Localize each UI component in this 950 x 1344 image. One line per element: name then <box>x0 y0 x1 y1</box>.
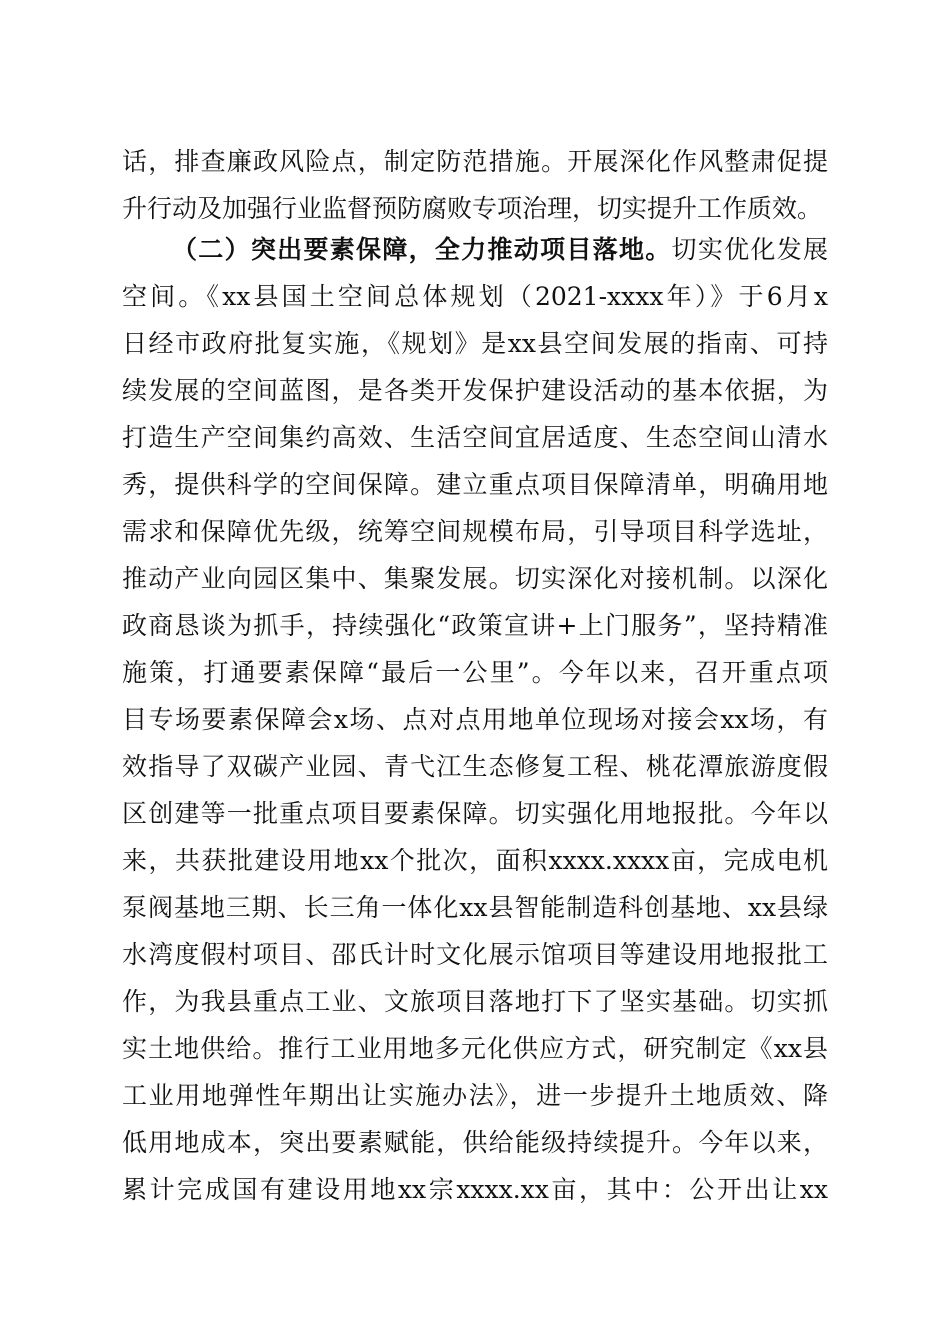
text-line: 区创建等一批重点项目要素保障。切实强化用地报批。今年以 <box>122 799 828 828</box>
text-line: 政商恳谈为抓手，持续强化“政策宣讲+上门服务”，坚持精准 <box>122 611 828 640</box>
text-line: 空间。《xx县国土空间总体规划（2021-xxxx年）》于6月x <box>122 282 828 311</box>
text-line: 实土地供给。推行工业用地多元化供应方式，研究制定《xx县 <box>122 1034 828 1063</box>
text-line: 泵阀基地三期、长三角一体化xx县智能制造科创基地、xx县绿 <box>122 893 828 922</box>
text-line: 施策，打通要素保障“最后一公里”。今年以来，召开重点项 <box>122 658 828 687</box>
text-line: 续发展的空间蓝图，是各类开发保护建设活动的基本依据，为 <box>122 376 828 405</box>
section-heading-line <box>172 228 828 272</box>
text-line: 作，为我县重点工业、文旅项目落地打下了坚实基础。切实抓 <box>122 987 828 1016</box>
text-line: 工业用地弹性年期出让实施办法》，进一步提升土地质效、降 <box>122 1081 828 1110</box>
text-line: 低用地成本，突出要素赋能，供给能级持续提升。今年以来， <box>122 1128 828 1157</box>
text-line: 升行动及加强行业监督预防腐败专项治理，切实提升工作质效。 <box>122 194 823 223</box>
text-line: 秀，提供科学的空间保障。建立重点项目保障清单，明确用地 <box>122 470 828 499</box>
text-line: 推动产业向园区集中、集聚发展。切实深化对接机制。以深化 <box>122 564 828 593</box>
text-line: 效指导了双碳产业园、青弋江生态修复工程、桃花潭旅游度假 <box>122 752 828 781</box>
text-line: 打造生产空间集约高效、生活空间宜居适度、生态空间山清水 <box>122 423 828 452</box>
section-heading: （二）突出要素保障，全力推动项目落地。 <box>172 235 672 264</box>
text-line: 目专场要素保障会x场、点对点用地单位现场对接会xx场，有 <box>122 705 828 734</box>
text-line: 累计完成国有建设用地xx宗xxxx.xx亩，其中：公开出让xx <box>122 1175 828 1204</box>
text-line: 来，共获批建设用地xx个批次，面积xxxx.xxxx亩，完成电机 <box>122 846 828 875</box>
section-heading-tail: 切实优化发展 <box>671 235 828 264</box>
text-line: 需求和保障优先级，统筹空间规模布局，引导项目科学选址， <box>122 517 828 546</box>
text-line: 日经市政府批复实施，《规划》是xx县空间发展的指南、可持 <box>122 329 828 358</box>
text-line: 话，排查廉政风险点，制定防范措施。开展深化作风整肃促提 <box>122 147 828 176</box>
text-line: 水湾度假村项目、邵氏计时文化展示馆项目等建设用地报批工 <box>122 940 828 969</box>
